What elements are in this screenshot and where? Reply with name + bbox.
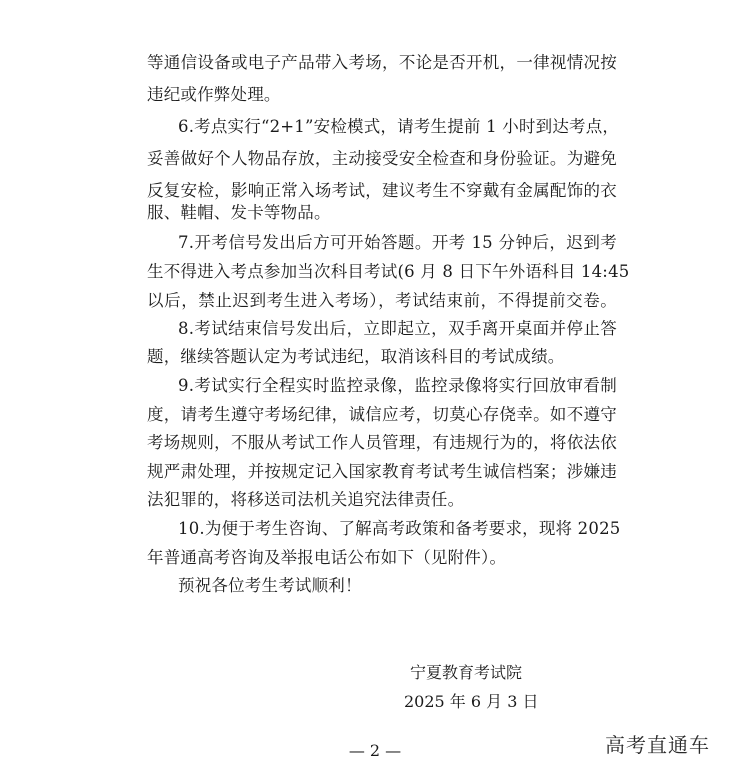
watermark-text: 高考直通车	[605, 733, 710, 757]
signature-date: 2025 年 6 月 3 日	[404, 692, 539, 711]
paragraph-6-line: 6.考点实行“2+1”安检模式，请考生提前 1 小时到达考点，	[178, 117, 620, 136]
paragraph-8-line: 8.考试结束信号发出后，立即起立，双手离开桌面并停止答	[178, 319, 617, 338]
body-line: 妥善做好个人物品存放，主动接受安全检查和身份验证。为避免	[147, 149, 617, 168]
paragraph-10-line: 10.为便于考生咨询、了解高考政策和备考要求，现将 2025	[178, 519, 621, 538]
paragraph-7-line: 7.开考信号发出后方可开始答题。开考 15 分钟后，迟到考	[178, 233, 617, 252]
body-line: 考场规则，不服从考试工作人员管理，有违规行为的，将依法依	[147, 433, 617, 452]
body-line: 服、鞋帽、发卡等物品。	[147, 203, 331, 222]
body-line: 题，继续答题认定为考试违纪，取消该科目的考试成绩。	[147, 347, 565, 366]
body-line: 年普通高考咨询及举报电话公布如下（见附件）。	[147, 548, 507, 567]
body-line: 以后，禁止迟到考生进入考场），考试结束前，不得提前交卷。	[147, 291, 617, 310]
body-line: 法犯罪的，将移送司法机关追究法律责任。	[147, 490, 465, 509]
body-line: 等通信设备或电子产品带入考场，不论是否开机，一律视情况按	[147, 53, 617, 72]
body-line: 规严肃处理，并按规定记入国家教育考试考生诚信档案；涉嫌违	[147, 462, 617, 481]
signature-organization: 宁夏教育考试院	[410, 663, 523, 682]
body-line: 生不得进入考点参加当次科目考试(6 月 8 日下午外语科目 14:45	[147, 262, 630, 281]
paragraph-9-line: 9.考试实行全程实时监控录像，监控录像将实行回放审看制	[178, 376, 617, 395]
body-line: 度，请考生遵守考场纪律，诚信应考，切莫心存侥幸。如不遵守	[147, 405, 617, 424]
body-line: 违纪或作弊处理。	[147, 85, 281, 104]
page-number: — 2 —	[348, 741, 402, 760]
body-line: 反复安检，影响正常入场考试，建议考生不穿戴有金属配饰的衣	[147, 181, 617, 200]
closing-wish: 预祝各位考生考试顺利！	[178, 576, 362, 595]
